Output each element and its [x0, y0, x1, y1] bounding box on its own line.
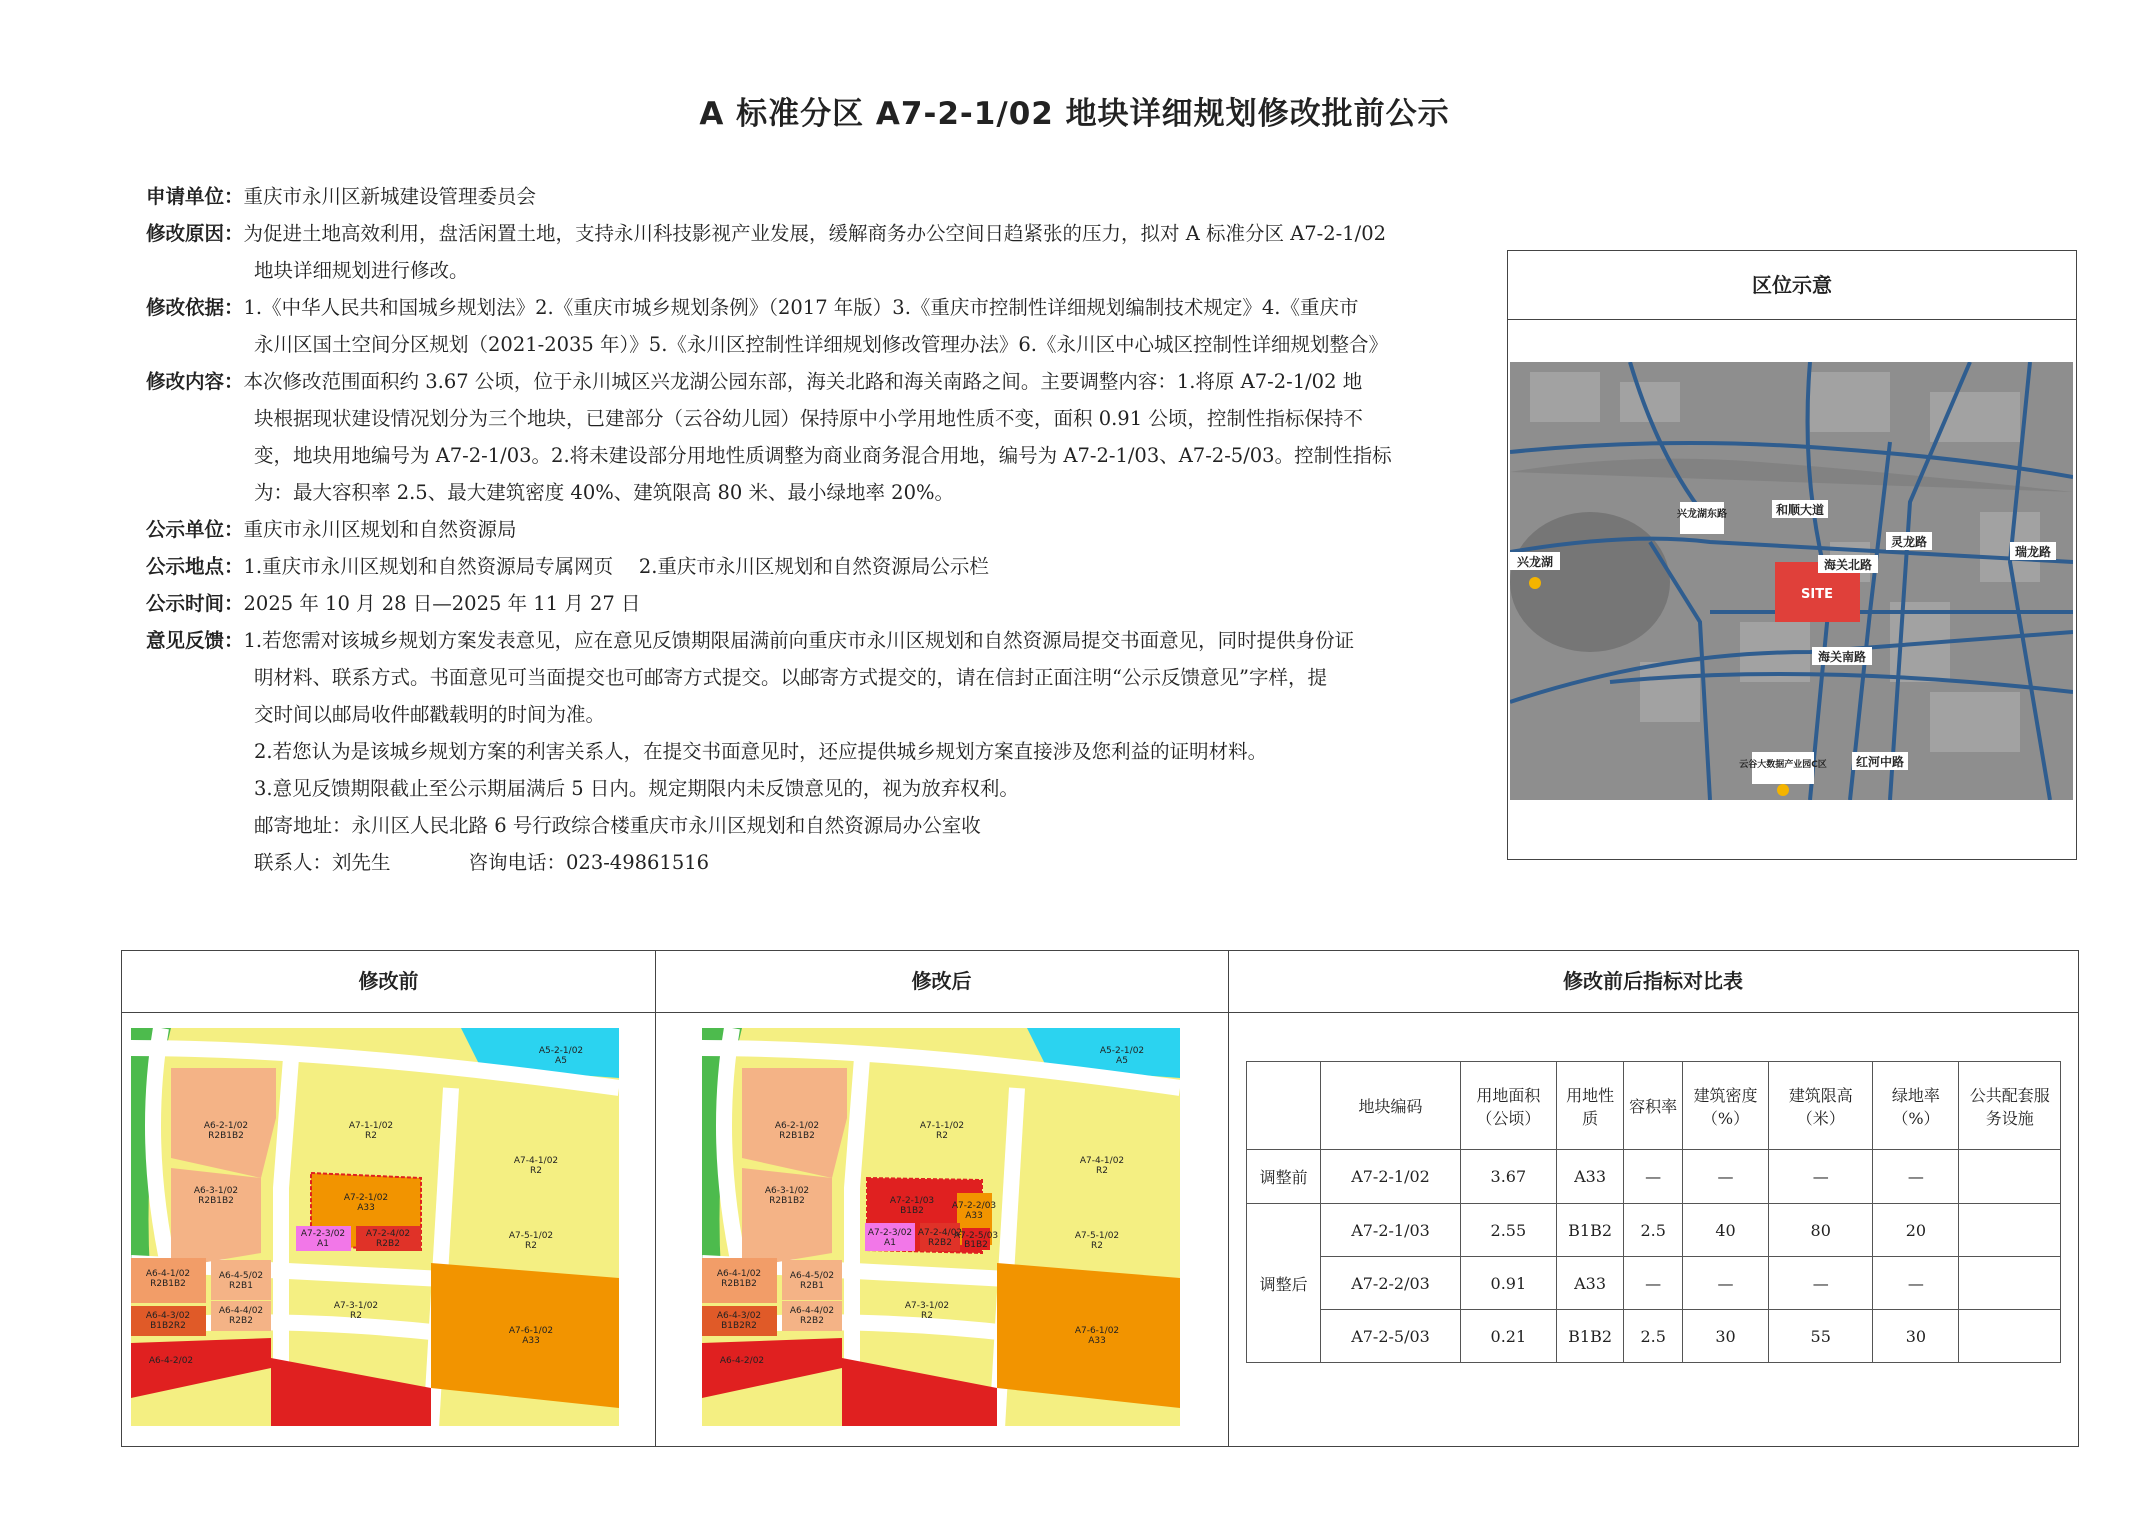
content-line-2: 块根据现状建设情况划分为三个地块，已建部分（云谷幼儿园）保持原中小学用地性质不变，面积 0.91 公顷，控制性指标保持不	[254, 407, 1363, 430]
feedback-row	[146, 622, 1486, 659]
after-label-a7-2-4-use: R2B2	[928, 1238, 952, 1248]
before-label-a7-2-4-code: A7-2-4/02	[365, 1229, 411, 1239]
before-label-a6-3-code: A6-3-1/02	[193, 1186, 239, 1196]
loc-label-xinglonghudonglu: 兴龙湖东路	[1677, 509, 1727, 520]
feedback-label: 意见反馈：	[146, 629, 244, 652]
table-cell	[1959, 1150, 2061, 1204]
location-map	[1510, 362, 2073, 800]
after-label-a7-2-2-code: A7-2-2/03	[951, 1201, 997, 1211]
applicant-label: 申请单位：	[146, 185, 244, 208]
before-label-a5-code: A5-2-1/02	[538, 1046, 584, 1056]
loc-label-yungu: 云谷大数据产业园C区	[1739, 760, 1827, 770]
after-label-a7-2-5-use: B1B2	[964, 1240, 988, 1250]
after-label-a7-2-1-use: B1B2	[900, 1206, 924, 1216]
after-label-a7-2-5-code: A7-2-5/03	[953, 1231, 999, 1241]
loc-label-heshundadao: 和顺大道	[1775, 503, 1825, 517]
after-label-a7-3-use: R2	[921, 1311, 933, 1321]
table-header-cell: 建筑限高（米）	[1769, 1062, 1873, 1150]
table-cell: A7-2-2/03	[1321, 1257, 1461, 1310]
before-label-a6-4-1-use: R2B1B2	[150, 1279, 186, 1289]
basis-label: 修改依据：	[146, 296, 244, 319]
publisher-label: 公示单位：	[146, 518, 244, 541]
table-header-cell: 建筑密度（%）	[1682, 1062, 1768, 1150]
after-label-a6-4-1-use: R2B1B2	[721, 1279, 757, 1289]
before-label-a7-3-code: A7-3-1/02	[333, 1301, 379, 1311]
before-label-a7-6-use: A33	[522, 1336, 540, 1346]
after-label-a7-2-4-code: A7-2-4/02	[917, 1228, 963, 1238]
table-cell: 40	[1682, 1204, 1768, 1257]
reason-label: 修改原因：	[146, 222, 244, 245]
table-cell: —	[1873, 1150, 1959, 1204]
before-label-a6-4-1-code: A6-4-1/02	[145, 1269, 191, 1279]
loc-label-xinglonghu: 兴龙湖	[1516, 555, 1554, 569]
before-label-a6-4-3-use: B1B2R2	[150, 1321, 186, 1331]
loc-label-ruilonglu: 瑞龙路	[2014, 545, 2052, 559]
after-label-a7-5-code: A7-5-1/02	[1074, 1231, 1120, 1241]
place-value: 1.重庆市永川区规划和自然资源局专属网页 2.重庆市永川区规划和自然资源局公示栏	[243, 555, 989, 578]
feedback-line-4: 2.若您认为是该城乡规划方案的利害关系人，在提交书面意见时，还应提供城乡规划方案直接涉及您利益的证明材料。	[254, 740, 1268, 763]
after-label-a5-use: A5	[1116, 1056, 1128, 1066]
comparison-table	[1246, 1061, 2061, 1363]
mailing-address: 邮寄地址：永川区人民北路 6 号行政综合楼重庆市永川区规划和自然资源局办公室收	[254, 814, 981, 837]
before-label-a7-1-use: R2	[365, 1131, 377, 1141]
before-label-a7-5-use: R2	[525, 1241, 537, 1251]
after-label-a6-3-code: A6-3-1/02	[764, 1186, 810, 1196]
after-label-a6-3-use: R2B1B2	[769, 1196, 805, 1206]
table-cell: B1B2	[1556, 1204, 1624, 1257]
table-cell: A33	[1556, 1150, 1624, 1204]
table-cell: 3.67	[1460, 1150, 1556, 1204]
table-cell: —	[1769, 1257, 1873, 1310]
table-row	[1247, 1310, 2061, 1363]
content-line-3: 变，地块用地编号为 A7-2-1/03。2.将未建设部分用地性质调整为商业商务混合用地，编号为 A7-2-1/03、A7-2-5/03。控制性指标	[254, 444, 1392, 467]
table-header-cell: 用地面积（公顷）	[1460, 1062, 1556, 1150]
publisher-value: 重庆市永川区规划和自然资源局	[243, 518, 517, 541]
table-header-cell: 用地性质	[1556, 1062, 1624, 1150]
location-box	[1507, 250, 2077, 860]
table-cell: —	[1682, 1257, 1768, 1310]
before-label-a6-2-use: R2B1B2	[208, 1131, 244, 1141]
after-label-a6-4-4-code: A6-4-4/02	[789, 1306, 835, 1316]
table-cell: A7-2-1/02	[1321, 1150, 1461, 1204]
loc-label-honghezhonglu: 红河中路	[1855, 755, 1905, 769]
loc-label-site: SITE	[1801, 587, 1833, 602]
contact-line: 联系人：刘先生 咨询电话：023-49861516	[254, 851, 710, 874]
before-label-a6-4-4-use: R2B2	[229, 1316, 253, 1326]
before-label-a5-use: A5	[555, 1056, 567, 1066]
before-label-a6-2-code: A6-2-1/02	[203, 1121, 249, 1131]
table-cell: 0.21	[1460, 1310, 1556, 1363]
table-cell: 0.91	[1460, 1257, 1556, 1310]
after-label-a7-2-3-use: A1	[884, 1238, 896, 1248]
after-label-a6-4-1-code: A6-4-1/02	[716, 1269, 762, 1279]
before-label-a7-2-3-code: A7-2-3/02	[300, 1229, 346, 1239]
table-header-cell: 公共配套服务设施	[1959, 1062, 2061, 1150]
after-label-a7-1-use: R2	[936, 1131, 948, 1141]
after-label-a7-3-code: A7-3-1/02	[904, 1301, 950, 1311]
before-label-a7-4-use: R2	[530, 1166, 542, 1176]
after-label-a7-1-code: A7-1-1/02	[919, 1121, 965, 1131]
before-label-a7-2-1-code: A7-2-1/02	[343, 1193, 389, 1203]
before-label-a7-4-code: A7-4-1/02	[513, 1156, 559, 1166]
page-title: A 标准分区 A7-2-1/02 地块详细规划修改批前公示	[699, 96, 1450, 132]
feedback-line-2: 明材料、联系方式。书面意见可当面提交也可邮寄方式提交。以邮寄方式提交的，请在信封正面注明“公示反馈意见”字样，提	[254, 666, 1327, 689]
after-label-a7-4-use: R2	[1096, 1166, 1108, 1176]
table-cell: A7-2-5/03	[1321, 1310, 1461, 1363]
before-label-a6-4-5-code: A6-4-5/02	[218, 1271, 264, 1281]
table-cell: A7-2-1/03	[1321, 1204, 1461, 1257]
before-heading: 修改前	[122, 951, 655, 1013]
compare-heading: 修改前后指标对比表	[1228, 951, 2078, 1013]
before-map	[131, 1028, 619, 1426]
table-cell	[1959, 1257, 2061, 1310]
feedback-line-1: 1.若您需对该城乡规划方案发表意见，应在意见反馈期限届满前向重庆市永川区规划和自然资源局提交书面意见，同时提供身份证	[243, 629, 1355, 652]
after-label-a7-2-1-code: A7-2-1/03	[889, 1196, 935, 1206]
before-label-a6-4-4-code: A6-4-4/02	[218, 1306, 264, 1316]
after-label-a7-2-3-code: A7-2-3/02	[867, 1228, 913, 1238]
before-label-a7-3-use: R2	[350, 1311, 362, 1321]
table-cell: 80	[1769, 1204, 1873, 1257]
after-label-a7-6-code: A7-6-1/02	[1074, 1326, 1120, 1336]
after-label-a6-2-use: R2B1B2	[779, 1131, 815, 1141]
reason-row	[146, 215, 1486, 252]
after-label-a6-4-4-use: R2B2	[800, 1316, 824, 1326]
content-row	[146, 363, 1486, 400]
after-label-a6-4-5-code: A6-4-5/02	[789, 1271, 835, 1281]
before-label-a7-2-4-use: R2B2	[376, 1239, 400, 1249]
table-cell: 2.5	[1624, 1204, 1683, 1257]
table-header-row	[1247, 1062, 2061, 1150]
table-cell: 20	[1873, 1204, 1959, 1257]
after-label-a7-2-2-use: A33	[965, 1211, 983, 1221]
content-line-4: 为：最大容积率 2.5、最大建筑密度 40%、建筑限高 80 米、最小绿地率 20%。	[254, 481, 955, 504]
table-row	[1247, 1150, 2061, 1204]
table-cell: 30	[1873, 1310, 1959, 1363]
before-label-a7-5-code: A7-5-1/02	[508, 1231, 554, 1241]
before-label-a6-4-5-use: R2B1	[229, 1281, 253, 1291]
feedback-line-3: 交时间以邮局收件邮戳载明的时间为准。	[254, 703, 606, 726]
table-cell: —	[1873, 1257, 1959, 1310]
notice-info	[146, 178, 1486, 881]
content-line-1: 本次修改范围面积约 3.67 公顷，位于永川城区兴龙湖公园东部，海关北路和海关南路之间。主要调整内容：1.将原 A7-2-1/02 地	[243, 370, 1363, 393]
table-header-cell: 绿地率（%）	[1873, 1062, 1959, 1150]
table-cell: A33	[1556, 1257, 1624, 1310]
table-cell: —	[1624, 1150, 1683, 1204]
reason-line-2: 地块详细规划进行修改。	[254, 259, 469, 282]
basis-line-1: 1.《中华人民共和国城乡规划法》2.《重庆市城乡规划条例》（2017 年版）3.《重庆市控制性详细规划编制技术规定》4.《重庆市	[243, 296, 1359, 319]
table-cell: —	[1682, 1150, 1768, 1204]
loc-label-linglonglu: 灵龙路	[1890, 535, 1928, 549]
basis-line-2: 永川区国土空间分区规划（2021-2035 年）》5.《永川区控制性详细规划修改管理办法》6.《永川区中心城区控制性详细规划整合》	[254, 333, 1388, 356]
table-header-cell-empty	[1247, 1062, 1321, 1150]
table-header-cell: 地块编码	[1321, 1062, 1461, 1150]
before-label-a6-4-2-code: A6-4-2/02	[148, 1356, 194, 1366]
after-label-a6-4-2-code: A6-4-2/02	[719, 1356, 765, 1366]
before-label-a6-3-use: R2B1B2	[198, 1196, 234, 1206]
table-header-cell: 容积率	[1624, 1062, 1683, 1150]
after-heading: 修改后	[655, 951, 1228, 1013]
time-row	[146, 585, 1486, 622]
place-row	[146, 548, 1486, 585]
loc-label-haiguannanlu: 海关南路	[1817, 650, 1867, 664]
after-label-a7-6-use: A33	[1088, 1336, 1106, 1346]
before-label-a7-1-code: A7-1-1/02	[348, 1121, 394, 1131]
after-label-a7-5-use: R2	[1091, 1241, 1103, 1251]
table-cell	[1959, 1204, 2061, 1257]
after-label-a6-2-code: A6-2-1/02	[774, 1121, 820, 1131]
table-row	[1247, 1204, 2061, 1257]
content-label: 修改内容：	[146, 370, 244, 393]
table-cell: B1B2	[1556, 1310, 1624, 1363]
table-cell: —	[1769, 1150, 1873, 1204]
row-group-label: 调整前	[1247, 1150, 1321, 1204]
time-value: 2025 年 10 月 28 日—2025 年 11 月 27 日	[243, 592, 641, 615]
place-label: 公示地点：	[146, 555, 244, 578]
after-label-a6-4-3-code: A6-4-3/02	[716, 1311, 762, 1321]
publisher-row	[146, 511, 1486, 548]
after-label-a6-4-3-use: B1B2R2	[721, 1321, 757, 1331]
time-label: 公示时间：	[146, 592, 244, 615]
feedback-line-5: 3.意见反馈期限截止至公示期届满后 5 日内。规定期限内未反馈意见的，视为放弃权利。	[254, 777, 1019, 800]
table-cell	[1959, 1310, 2061, 1363]
applicant-row	[146, 178, 1486, 215]
table-cell: —	[1624, 1257, 1683, 1310]
before-label-a7-2-3-use: A1	[317, 1239, 329, 1249]
table-row	[1247, 1257, 2061, 1310]
reason-line-1: 为促进土地高效利用，盘活闲置土地，支持永川科技影视产业发展，缓解商务办公空间日趋紧张的压力，拟对 A 标准分区 A7-2-1/02	[243, 222, 1387, 245]
basis-row	[146, 289, 1486, 326]
after-map	[702, 1028, 1180, 1426]
table-cell: 2.55	[1460, 1204, 1556, 1257]
table-cell: 30	[1682, 1310, 1768, 1363]
before-label-a7-2-1-use: A33	[357, 1203, 375, 1213]
after-label-a6-4-5-use: R2B1	[800, 1281, 824, 1291]
before-label-a6-4-3-code: A6-4-3/02	[145, 1311, 191, 1321]
applicant-value: 重庆市永川区新城建设管理委员会	[243, 185, 537, 208]
row-group-label: 调整后	[1247, 1204, 1321, 1363]
table-cell: 2.5	[1624, 1310, 1683, 1363]
before-label-a7-6-code: A7-6-1/02	[508, 1326, 554, 1336]
after-label-a7-4-code: A7-4-1/02	[1079, 1156, 1125, 1166]
location-heading: 区位示意	[1508, 251, 2076, 320]
table-cell: 55	[1769, 1310, 1873, 1363]
loc-label-haiguanbeilu: 海关北路	[1823, 558, 1873, 572]
after-label-a5-code: A5-2-1/02	[1099, 1046, 1145, 1056]
